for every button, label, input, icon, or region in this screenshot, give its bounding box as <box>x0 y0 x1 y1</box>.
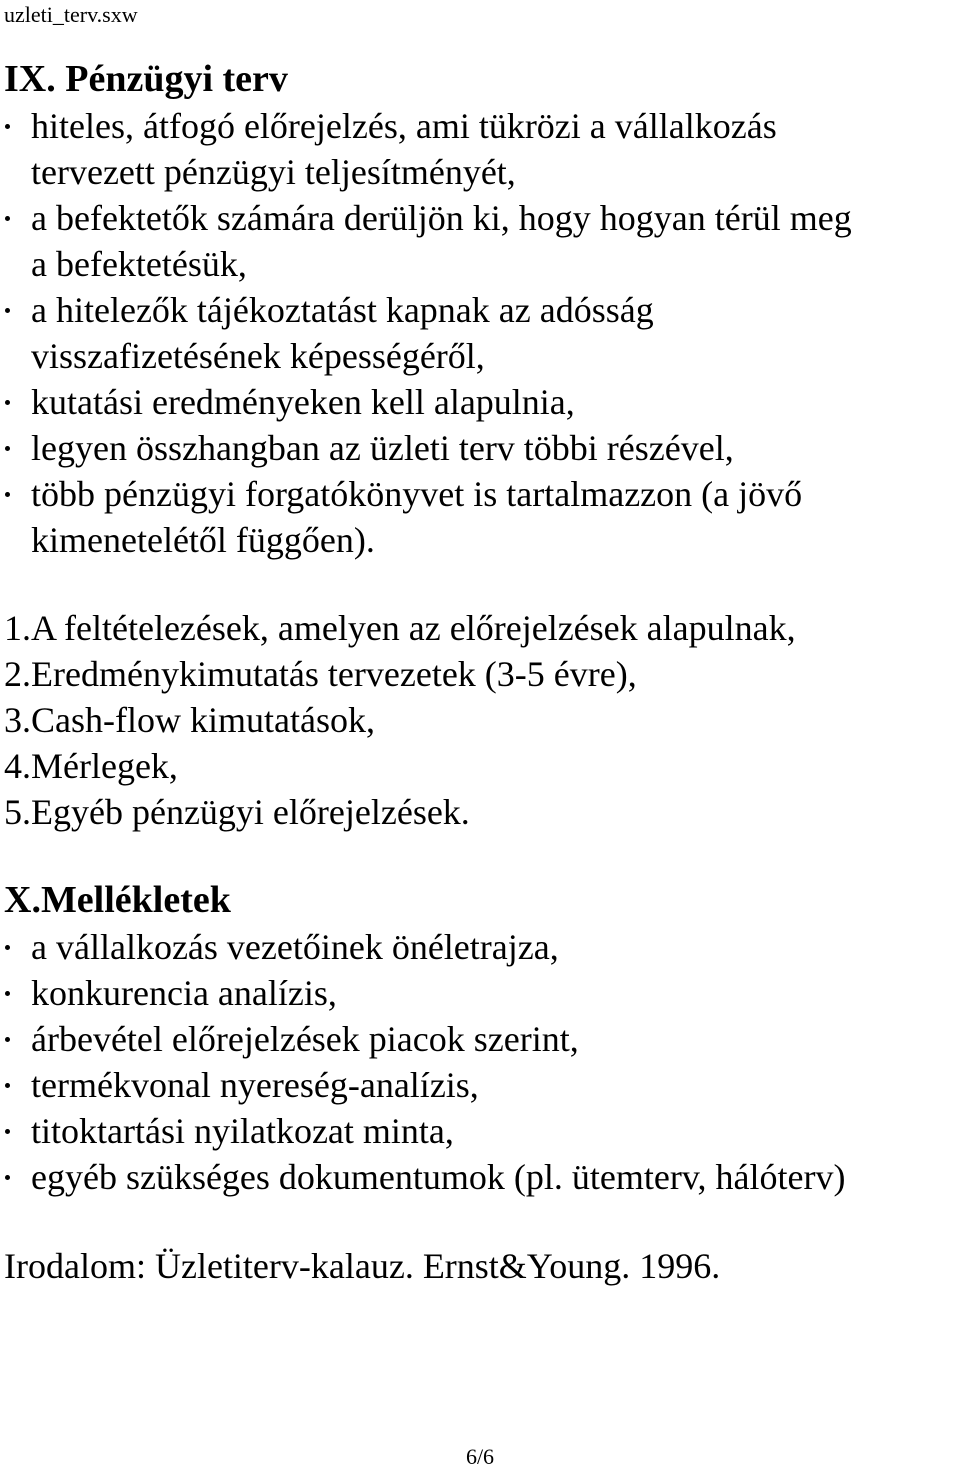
section-heading-appendices: X.Mellékletek <box>4 879 231 921</box>
numbered-item: 1.A feltételezések, amelyen az előrejelzések alapulnak, <box>4 608 796 648</box>
bullet-text: egyéb szükséges dokumentumok (pl. ütemterv, hálóterv) <box>31 1157 846 1197</box>
list-item-continuation <box>0 333 960 379</box>
list-item <box>0 287 960 333</box>
list-item-continuation <box>0 149 960 195</box>
list-item <box>0 103 960 149</box>
list-item <box>0 195 960 241</box>
bullet-text: termékvonal nyereség-analízis, <box>31 1065 479 1105</box>
numbered-item: 4.Mérlegek, <box>4 746 178 786</box>
bullet-text: a befektetésük, <box>31 244 247 284</box>
bullet-text: a befektetők számára derüljön ki, hogy hogyan térül meg <box>31 198 852 238</box>
bullet-text: kimenetelétől függően). <box>31 520 375 560</box>
list-item-continuation <box>0 517 960 563</box>
bullet-icon <box>5 216 10 221</box>
list-item <box>0 1108 960 1154</box>
numbered-item: 5.Egyéb pénzügyi előrejelzések. <box>4 792 470 832</box>
appendices-bullet-list <box>0 924 960 1200</box>
section-title: Pénzügyi terv <box>65 58 288 100</box>
bullet-icon <box>5 492 10 497</box>
list-item <box>0 425 960 471</box>
section-heading-financial-plan <box>4 57 288 101</box>
bullet-icon <box>5 1129 10 1134</box>
numbered-item: 2.Eredménykimutatás tervezetek (3-5 évre), <box>4 654 637 694</box>
bullet-icon <box>5 1037 10 1042</box>
financial-plan-bullet-list <box>0 103 960 563</box>
list-item-continuation <box>0 241 960 287</box>
financial-plan-numbered-list <box>4 605 796 835</box>
bullet-text: tervezett pénzügyi teljesítményét, <box>31 152 516 192</box>
list-item <box>0 1016 960 1062</box>
bullet-text: titoktartási nyilatkozat minta, <box>31 1111 454 1151</box>
list-item <box>0 970 960 1016</box>
bullet-text: árbevétel előrejelzések piacok szerint, <box>31 1019 579 1059</box>
bullet-icon <box>5 446 10 451</box>
bullet-text: visszafizetésének képességéről, <box>31 336 485 376</box>
bullet-icon <box>5 400 10 405</box>
list-item <box>0 471 960 517</box>
list-item <box>0 924 960 970</box>
document-filename: uzleti_terv.sxw <box>4 2 138 27</box>
bullet-icon <box>5 991 10 996</box>
bullet-icon <box>5 124 10 129</box>
bullet-text: legyen összhangban az üzleti terv többi részével, <box>31 428 734 468</box>
bullet-text: több pénzügyi forgatókönyvet is tartalmazzon (a jövő <box>31 474 803 514</box>
page-number: 6/6 <box>465 1444 495 1469</box>
bullet-icon <box>5 1083 10 1088</box>
reference-citation: Irodalom: Üzletiterv-kalauz. Ernst&Young. 1996. <box>4 1246 721 1286</box>
section-number: IX. <box>4 58 56 100</box>
bullet-text: hiteles, átfogó előrejelzés, ami tükrözi a vállalkozás <box>31 106 777 146</box>
bullet-text: kutatási eredményeken kell alapulnia, <box>31 382 575 422</box>
bullet-icon <box>5 1175 10 1180</box>
bullet-text: a vállalkozás vezetőinek önéletrajza, <box>31 927 559 967</box>
bullet-text: konkurencia analízis, <box>31 973 337 1013</box>
bullet-text: a hitelezők tájékoztatást kapnak az adósság <box>31 290 654 330</box>
numbered-item: 3.Cash-flow kimutatások, <box>4 700 375 740</box>
bullet-icon <box>5 945 10 950</box>
bullet-icon <box>5 308 10 313</box>
list-item <box>0 1062 960 1108</box>
list-item <box>0 379 960 425</box>
list-item <box>0 1154 960 1200</box>
